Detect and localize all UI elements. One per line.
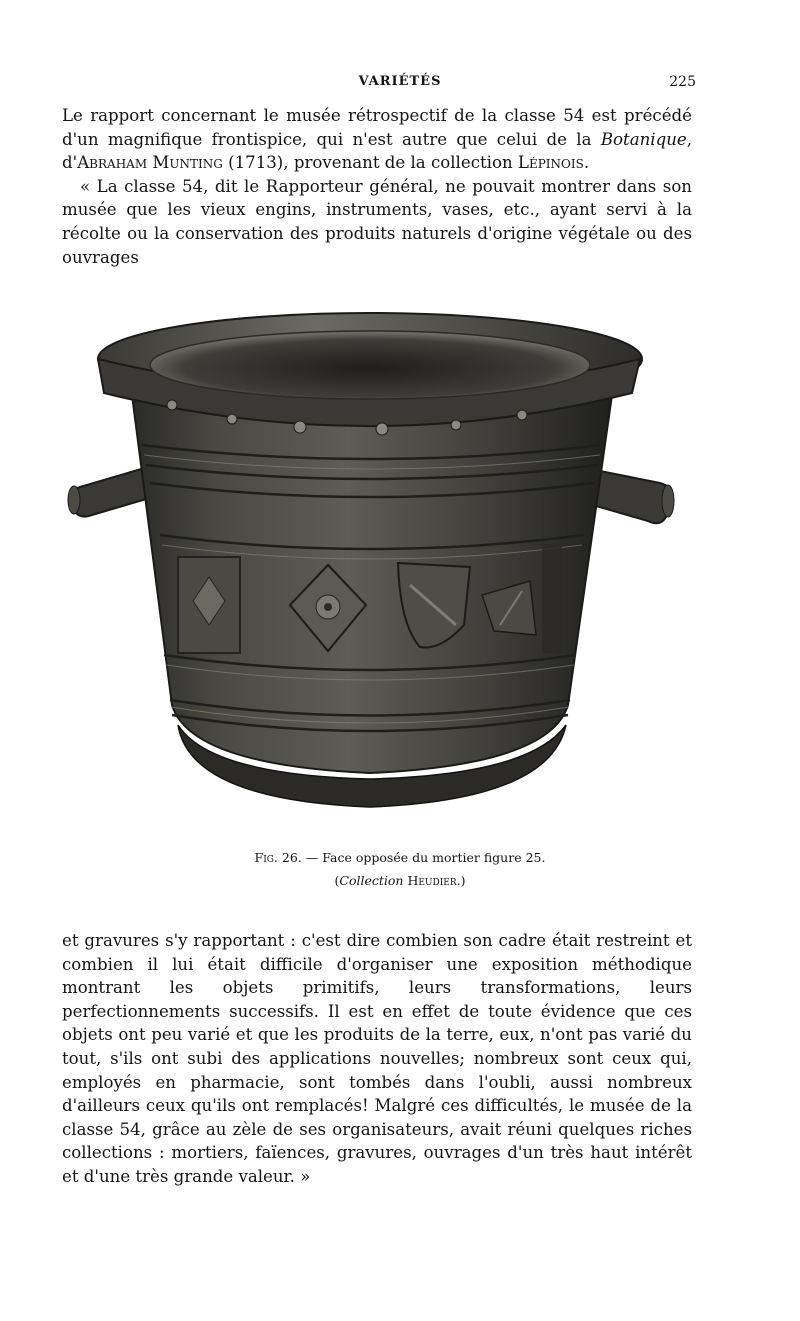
top-paragraph [62,104,692,269]
author-name: Abraham Munting [77,153,223,173]
collection-name: Lépinois [517,153,584,173]
paragraph-1-text-c: , d' [62,129,692,173]
figure-caption-text: — Face opposée du mortier figure 25. [301,850,546,865]
panel-quatrefoil-left [178,557,240,653]
paragraph-1-text-a: Le rapport concernant le musée rétrospectif de la classe 54 est précédé d'un magnifique frontispice, qui n'est autre que celui de la [62,106,692,149]
book-title-botanique: Botanique [600,129,687,149]
paragraph-1-text-e: (1713), provenant de la collection [222,153,518,173]
figure-label: Fig. 26. [254,850,302,865]
paragraph-3: et gravures s'y rapportant : c'est dire combien son cadre était restreint et combien il lui était difficile d'organiser une exposition méthodique montrant les objets primitifs, leurs transformations, leurs perfectionnements successifs. Il est en effet de toute évidence que ces objets ont peu varié et que les produits de la terre, eux, n'ont pas varié du tout, s'ils ont subi des applications nouvelles; nombreux sont ceux qui, employés en pharmacie, sont tombés dans l'oubli, aussi nombreux d'ailleurs ceux qu'ils ont remplacés! Malgré ces difficultés, le musée de la classe 54, grâce au zèle de ses organisateurs, avait réuni quelques riches collections : mortiers, faïences, gravures, ouvrages d'un très haut intérêt et d'une très grande valeur. » [62,931,692,1186]
credit-collector-name: Heudier [403,873,457,888]
bottom-paragraph [62,929,692,1189]
mortar-illustration [60,295,690,830]
paragraph-1-period: . [583,153,590,173]
running-title: VARIÉTÉS [358,74,442,89]
paragraph-1 [62,104,692,175]
running-header [0,74,800,96]
bronze-mortar-image [60,295,690,830]
credit-paren-close: .) [456,873,466,888]
credit-collection-word: Collection [339,873,404,888]
paragraph-2: « La classe 54, dit le Rapporteur général, ne pouvait montrer dans son musée que les vieux engins, instruments, vases, etc., ayant servi à la récolte ou la conservation des produits naturels d'origine végétale ou des ouvrages [62,176,692,267]
credit-paren-open: ( [334,873,340,888]
figure-credit [0,873,800,888]
figure-caption [0,850,800,865]
page-number: 225 [669,74,696,90]
